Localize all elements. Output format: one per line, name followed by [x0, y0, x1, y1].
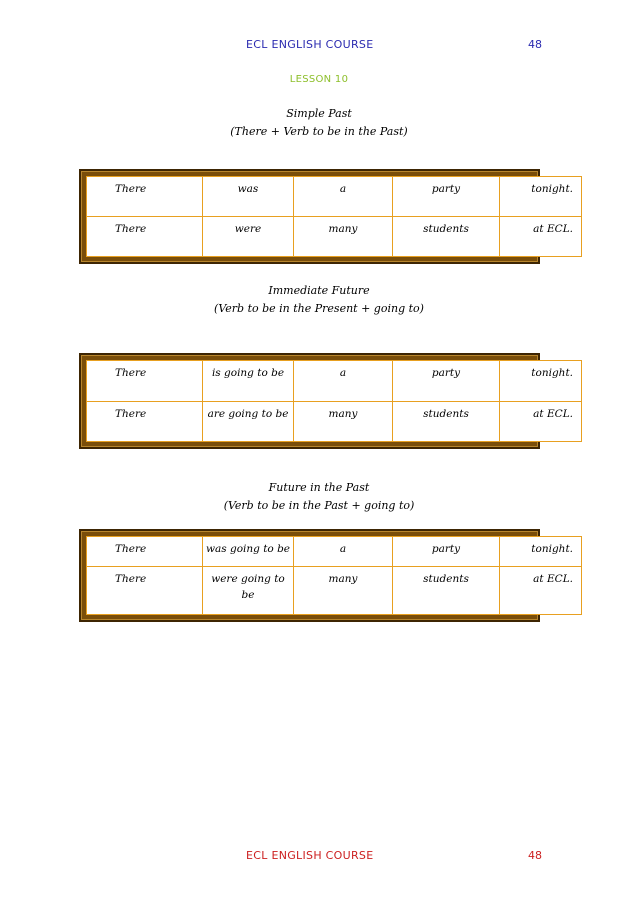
section-title: Simple Past: [286, 107, 352, 120]
table-cell: students: [393, 217, 500, 257]
section-subtitle: (Verb to be in the Past + going to): [223, 499, 415, 512]
table-cell: students: [393, 566, 500, 614]
table-cell: at ECL.: [500, 401, 582, 442]
table-cell: tonight.: [500, 177, 582, 217]
footer-page-number: 48: [528, 849, 542, 862]
table-frame-simple-past: [79, 169, 573, 264]
table-row: [87, 566, 582, 614]
footer-title: ECL ENGLISH COURSE: [246, 849, 374, 862]
table-cell: many: [294, 217, 393, 257]
section-subtitle: (Verb to be in the Present + going to): [214, 302, 424, 315]
grammar-table: [86, 360, 582, 442]
table-cell: tonight.: [500, 537, 582, 567]
grammar-table: [86, 536, 582, 615]
table-cell: were going to be: [203, 566, 294, 614]
table-cell: party: [393, 537, 500, 567]
table-row: [87, 537, 582, 567]
table-frame-immediate-future: [79, 353, 573, 449]
table-cell: was going to be: [203, 537, 294, 567]
table-cell: a: [294, 361, 393, 402]
table-row: [87, 217, 582, 257]
table-cell: There: [87, 401, 203, 442]
table-row: [87, 177, 582, 217]
section-title: Future in the Past: [268, 481, 370, 494]
table-cell: many: [294, 566, 393, 614]
table-cell: There: [87, 566, 203, 614]
table-cell: There: [87, 217, 203, 257]
table-cell: a: [294, 177, 393, 217]
table-cell: There: [87, 361, 203, 402]
table-cell: students: [393, 401, 500, 442]
table-cell: party: [393, 361, 500, 402]
table-cell: party: [393, 177, 500, 217]
table-cell: are going to be: [203, 401, 294, 442]
header-page-number: 48: [528, 38, 542, 51]
table-cell: was: [203, 177, 294, 217]
table-cell: at ECL.: [500, 217, 582, 257]
table-cell: is going to be: [203, 361, 294, 402]
section-heading-future-in-the-past: [0, 479, 638, 515]
table-cell: tonight.: [500, 361, 582, 402]
lesson-label: LESSON 10: [289, 74, 349, 85]
table-cell: There: [87, 177, 203, 217]
section-title: Immediate Future: [268, 284, 370, 297]
table-cell: were: [203, 217, 294, 257]
table-cell: There: [87, 537, 203, 567]
grammar-table: [86, 176, 582, 257]
section-heading-simple-past: [0, 105, 638, 141]
section-heading-immediate-future: [0, 282, 638, 318]
table-row: [87, 361, 582, 402]
table-cell: many: [294, 401, 393, 442]
header-title: ECL ENGLISH COURSE: [246, 38, 374, 51]
table-cell: a: [294, 537, 393, 567]
table-frame-future-in-the-past: [79, 529, 573, 622]
table-row: [87, 401, 582, 442]
section-subtitle: (There + Verb to be in the Past): [230, 125, 408, 138]
table-cell: at ECL.: [500, 566, 582, 614]
